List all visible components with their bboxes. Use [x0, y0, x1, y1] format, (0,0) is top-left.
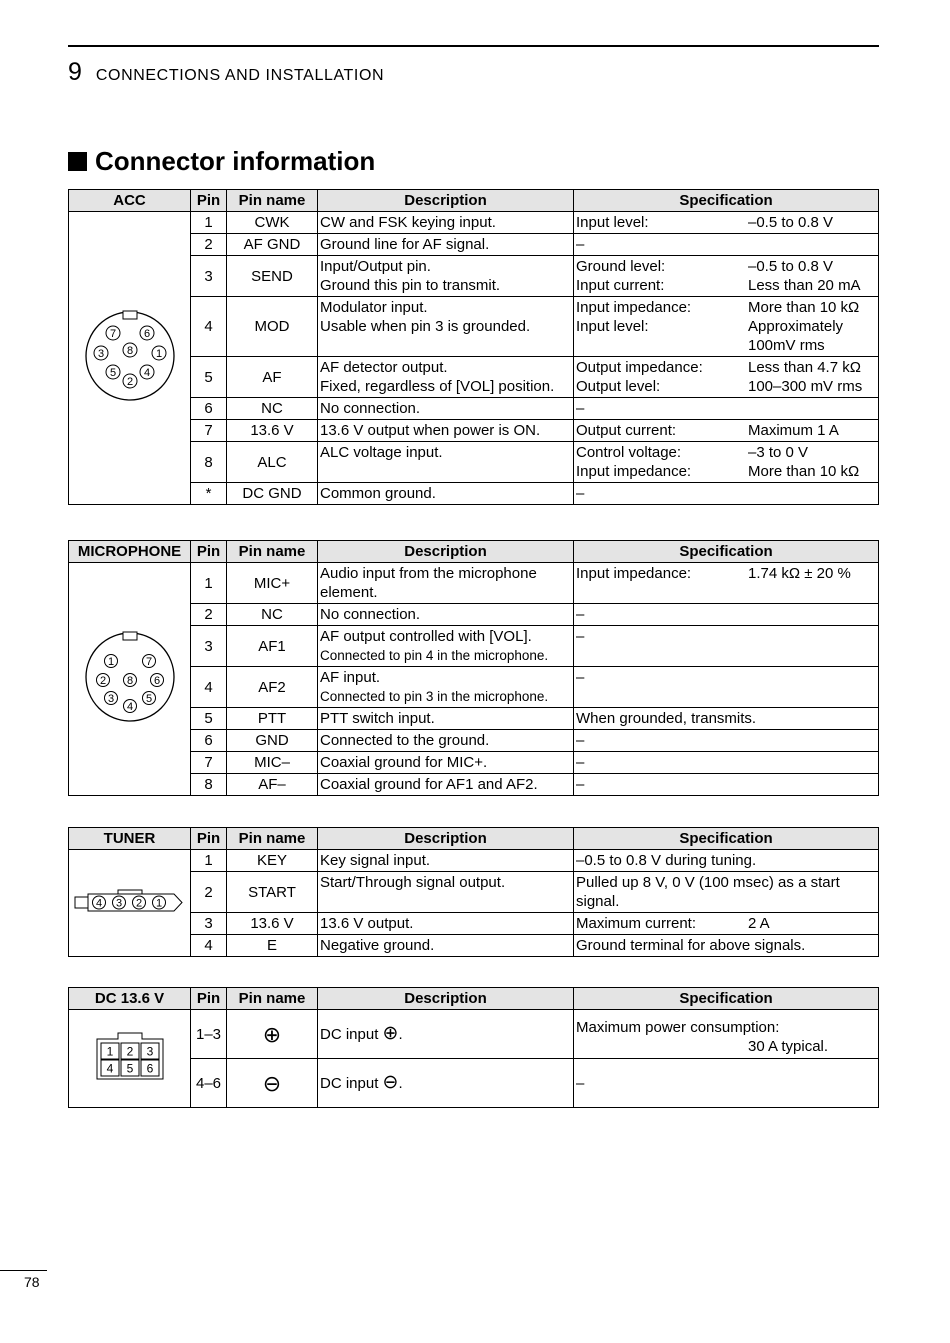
specification-grid: [576, 443, 876, 481]
description-line: No connection.: [320, 606, 421, 623]
pin-marker: [104, 691, 117, 705]
spec-label: Output impedance:: [576, 359, 703, 376]
acc-table: [68, 189, 879, 505]
pin-cell: 8: [191, 774, 227, 796]
pin-marker: [94, 346, 108, 360]
tuner-row: [69, 935, 879, 957]
pin-number-label: 8: [126, 344, 133, 357]
description-line: Audio input from the microphone: [320, 565, 537, 582]
pin-marker: [152, 896, 165, 910]
description-cell: [318, 420, 574, 442]
pin-name-cell: MOD: [227, 297, 318, 357]
pin-marker: [112, 896, 125, 910]
dc-connector-cell: [69, 1010, 191, 1108]
description-cell: [318, 297, 574, 357]
section-title: [68, 146, 375, 177]
spec-text: –: [576, 236, 585, 253]
col-pin-name: Pin name: [227, 988, 318, 1010]
col-pin-name: Pin name: [227, 541, 318, 563]
footer-rule: [0, 1270, 47, 1271]
pin-name-cell: 13.6 V: [227, 913, 318, 935]
page-number: 78: [24, 1274, 40, 1290]
description-line: Key signal input.: [320, 852, 431, 869]
pin-number-label: 3: [146, 1044, 153, 1059]
pin-cell: 3: [191, 913, 227, 935]
spec-line: signal.: [576, 893, 620, 910]
col-specification: Specification: [574, 828, 879, 850]
microphone-label: MICROPHONE: [69, 541, 191, 563]
description-text: DC input: [320, 1075, 383, 1092]
microphone-row: [69, 626, 879, 667]
specification-grid: [576, 298, 876, 355]
description-line: Modulator input.: [320, 299, 428, 316]
description-cell: [318, 872, 574, 913]
acc-row: [69, 483, 879, 505]
pin-cell: 4–6: [191, 1059, 227, 1108]
pin-name-cell: 13.6 V: [227, 420, 318, 442]
tuner-table: [68, 827, 879, 957]
pin-cell: 5: [191, 357, 227, 398]
acc-row: [69, 420, 879, 442]
specification-cell: [574, 850, 879, 872]
description-cell: [318, 730, 574, 752]
pin-name-cell: AF: [227, 357, 318, 398]
specification-cell: [574, 1059, 879, 1108]
spec-text: –0.5 to 0.8 V during tuning.: [576, 852, 757, 869]
dc-label: DC 13.6 V: [69, 988, 191, 1010]
spec-value: 1.74 kΩ ± 20 %: [748, 565, 851, 582]
pin-number-label: 2: [126, 375, 133, 388]
col-pin: Pin: [191, 828, 227, 850]
pin-marker: [152, 346, 166, 360]
description-note: Connected to pin 4 in the microphone.: [320, 648, 549, 663]
microphone-row: [69, 604, 879, 626]
pin-number-label: 4: [106, 1061, 113, 1076]
pin-number-label: 7: [109, 327, 116, 340]
specification-cell: [574, 604, 879, 626]
pin-marker: [96, 673, 109, 687]
pin-cell: 2: [191, 872, 227, 913]
specification-cell: [574, 1010, 879, 1059]
spec-value: More than 10 kΩ: [748, 463, 860, 480]
spec-label: Input level:: [576, 318, 649, 335]
pin-name-cell: CWK: [227, 212, 318, 234]
description-line: PTT switch input.: [320, 710, 435, 727]
acc-label: ACC: [69, 190, 191, 212]
pin-number-label: 3: [115, 897, 122, 909]
description-line: element.: [320, 584, 378, 601]
spec-text: –: [576, 606, 585, 623]
description-text: DC input: [320, 1026, 383, 1043]
acc-connector-cell: [69, 212, 191, 505]
pin-cell: 6: [191, 730, 227, 752]
col-pin: Pin: [191, 190, 227, 212]
acc-row: [69, 357, 879, 398]
pin-cell: 1–3: [191, 1010, 227, 1059]
specification-grid: [576, 213, 876, 232]
header-rule: [68, 45, 879, 47]
col-pin-name: Pin name: [227, 190, 318, 212]
spec-text: –: [576, 628, 585, 645]
description-cell: [318, 212, 574, 234]
specification-cell: [574, 563, 879, 604]
spec-value: Less than 4.7 kΩ: [748, 359, 861, 376]
description-cell: [318, 563, 574, 604]
minus-circle-icon: ⊖: [262, 1070, 282, 1096]
pin-number-label: 8: [126, 674, 133, 687]
chapter-title: CONNECTIONS AND INSTALLATION: [95, 67, 385, 84]
pin-cell: 5: [191, 708, 227, 730]
specification-cell: [574, 398, 879, 420]
mic-header-row: [69, 541, 879, 563]
spec-text: Ground terminal for above signals.: [576, 937, 806, 954]
pin-name-cell: AF GND: [227, 234, 318, 256]
description-cell: [318, 442, 574, 483]
description-cell: [318, 774, 574, 796]
specification-grid: [576, 358, 876, 396]
spec-text: –: [576, 669, 585, 686]
description-line: Coaxial ground for AF1 and AF2.: [320, 776, 538, 793]
specification-grid: [576, 914, 876, 933]
description-end: .: [398, 1075, 403, 1092]
microphone-row: [69, 563, 879, 604]
dc-row: [69, 1059, 879, 1108]
pin-name-cell: DC GND: [227, 483, 318, 505]
pin-name-cell: E: [227, 935, 318, 957]
spec-value: 2 A: [748, 915, 770, 932]
specification-cell: [574, 442, 879, 483]
pin-cell: 7: [191, 420, 227, 442]
description-line: Usable when pin 3 is grounded.: [320, 318, 531, 335]
description-line: Ground this pin to transmit.: [320, 277, 501, 294]
pin-marker: [132, 896, 145, 910]
specification-grid: [576, 564, 876, 583]
microphone-row: [69, 667, 879, 708]
pin-name-cell: SEND: [227, 256, 318, 297]
description-cell: [318, 850, 574, 872]
spec-label: Output current:: [576, 422, 677, 439]
pin-name-cell: START: [227, 872, 318, 913]
pin-cell: 7: [191, 752, 227, 774]
dc-header-row: [69, 988, 879, 1010]
pin-cell: 1: [191, 850, 227, 872]
pin-name-cell: KEY: [227, 850, 318, 872]
description-line: Ground line for AF signal.: [320, 236, 490, 253]
pin-number-label: 6: [153, 674, 160, 687]
pin-cell: 1: [191, 563, 227, 604]
specification-cell: [574, 774, 879, 796]
microphone-row: [69, 730, 879, 752]
pin-name-cell: NC: [227, 398, 318, 420]
description-end: .: [398, 1026, 403, 1043]
spec-label: Input level:: [576, 214, 649, 231]
pin-cell: 3: [191, 256, 227, 297]
description-line: CW and FSK keying input.: [320, 214, 496, 231]
pin-cell: 3: [191, 626, 227, 667]
pin-marker: [140, 365, 154, 379]
description-line: ALC voltage input.: [320, 444, 443, 461]
pin-cell: 6: [191, 398, 227, 420]
description-cell: [318, 626, 574, 667]
description-line: 13.6 V output when power is ON.: [320, 422, 541, 439]
description-cell: [318, 708, 574, 730]
acc-row: [69, 256, 879, 297]
pin-marker: [106, 365, 120, 379]
specification-cell: [574, 913, 879, 935]
section-title-text: Connector information: [95, 146, 376, 176]
square-bullet-icon: [68, 152, 87, 171]
chapter-header: [68, 58, 384, 87]
pin-name-cell: MIC–: [227, 752, 318, 774]
pin-number-label: 6: [143, 327, 150, 340]
description-cell: [318, 1059, 574, 1108]
specification-grid: [576, 421, 876, 440]
description-line: No connection.: [320, 400, 421, 417]
plus-circle-icon: ⊕: [382, 1023, 399, 1044]
spec-line: Maximum power consumption:: [576, 1019, 780, 1036]
col-pin-name: Pin name: [227, 828, 318, 850]
description-cell: [318, 483, 574, 505]
pin-name-cell: AF2: [227, 667, 318, 708]
dc-row: [69, 1010, 879, 1059]
pin-marker: [142, 654, 155, 668]
tuner-row: [69, 872, 879, 913]
spec-value: More than 10 kΩ: [748, 299, 860, 316]
spec-text: –: [576, 732, 585, 749]
spec-text: –: [576, 485, 585, 502]
pin-number-label: 2: [135, 897, 142, 909]
pin-marker: [92, 896, 105, 910]
spec-value: Approximately: [748, 318, 844, 335]
description-line: Input/Output pin.: [320, 258, 431, 275]
pin-cell: 4: [191, 667, 227, 708]
specification-cell: [574, 212, 879, 234]
tuner-row: [69, 850, 879, 872]
description-cell: [318, 398, 574, 420]
pin-number-label: 6: [146, 1061, 153, 1076]
specification-cell: [574, 483, 879, 505]
pin-marker: [123, 343, 137, 357]
tuner-connector-cell: [69, 850, 191, 957]
col-description: Description: [318, 190, 574, 212]
tuner-row: [69, 913, 879, 935]
pin-number-label: 4: [95, 897, 102, 909]
acc-row: [69, 212, 879, 234]
pin-cell: 2: [191, 234, 227, 256]
description-cell: [318, 357, 574, 398]
pin-number-label: 3: [107, 692, 114, 705]
spec-value: 100–300 mV rms: [748, 378, 863, 395]
spec-label: Control voltage:: [576, 444, 682, 461]
spec-text: –: [576, 1074, 585, 1092]
pin-marker: [104, 654, 117, 668]
specification-cell: [574, 667, 879, 708]
spec-label: Output level:: [576, 378, 661, 395]
chapter-number: 9: [68, 58, 82, 86]
pin-cell: 4: [191, 935, 227, 957]
specification-cell: [574, 730, 879, 752]
spec-value: –0.5 to 0.8 V: [748, 258, 834, 275]
acc-header-row: [69, 190, 879, 212]
pin-name-cell: MIC+: [227, 563, 318, 604]
microphone-connector-diagram: [80, 627, 180, 727]
description-cell: [318, 234, 574, 256]
acc-row: [69, 297, 879, 357]
tuner-connector-diagram: [74, 886, 186, 916]
spec-text: –: [576, 776, 585, 793]
spec-text: –: [576, 400, 585, 417]
col-specification: Specification: [574, 190, 879, 212]
pin-number-label: 3: [97, 347, 104, 360]
col-specification: Specification: [574, 988, 879, 1010]
acc-row: [69, 442, 879, 483]
pin-marker: [150, 673, 163, 687]
spec-label: Input impedance:: [576, 565, 692, 582]
description-cell: [318, 604, 574, 626]
pin-cell: 8: [191, 442, 227, 483]
specification-cell: [574, 626, 879, 667]
pin-name-cell: [227, 1059, 318, 1108]
pin-name-cell: AF1: [227, 626, 318, 667]
spec-value: –0.5 to 0.8 V: [748, 214, 834, 231]
specification-cell: [574, 357, 879, 398]
specification-cell: [574, 297, 879, 357]
tuner-label: TUNER: [69, 828, 191, 850]
pin-number-label: 4: [143, 366, 150, 379]
pin-number-label: 7: [145, 655, 152, 668]
plus-circle-icon: ⊕: [262, 1021, 282, 1047]
description-cell: [318, 667, 574, 708]
microphone-row: [69, 752, 879, 774]
spec-line: Pulled up 8 V, 0 V (100 msec) as a start: [576, 874, 840, 891]
specification-cell: [574, 935, 879, 957]
microphone-connector-cell: [69, 563, 191, 796]
col-description: Description: [318, 988, 574, 1010]
description-cell: [318, 913, 574, 935]
microphone-row: [69, 774, 879, 796]
spec-label: Maximum current:: [576, 915, 697, 932]
microphone-row: [69, 708, 879, 730]
pin-name-cell: ALC: [227, 442, 318, 483]
spec-value: –3 to 0 V: [748, 444, 809, 461]
minus-circle-icon: ⊖: [382, 1072, 399, 1093]
col-pin: Pin: [191, 988, 227, 1010]
tuner-header-row: [69, 828, 879, 850]
pin-name-cell: [227, 1010, 318, 1059]
spec-text: When grounded, transmits.: [576, 710, 757, 727]
spec-label: Ground level:: [576, 258, 666, 275]
pin-number-label: 5: [145, 692, 152, 705]
description-line: AF output controlled with [VOL].: [320, 628, 532, 645]
acc-connector-diagram: [80, 306, 180, 406]
description-line: Start/Through signal output.: [320, 874, 506, 891]
description-line: Connected to the ground.: [320, 732, 490, 749]
pin-number-label: 5: [126, 1061, 133, 1076]
microphone-table: [68, 540, 879, 796]
pin-name-cell: AF–: [227, 774, 318, 796]
description-note: Connected to pin 3 in the microphone.: [320, 689, 549, 704]
description-cell: [318, 256, 574, 297]
spec-value: Maximum 1 A: [748, 422, 839, 439]
specification-cell: [574, 420, 879, 442]
pin-number-label: 2: [99, 674, 106, 687]
pin-marker: [142, 691, 155, 705]
pin-number-label: 5: [109, 366, 116, 379]
spec-text: –: [576, 754, 585, 771]
description-line: 13.6 V output.: [320, 915, 414, 932]
pin-marker: [123, 699, 136, 713]
description-line: AF detector output.: [320, 359, 448, 376]
description-line: AF input.: [320, 669, 381, 686]
specification-cell: [574, 708, 879, 730]
pin-marker: [140, 326, 154, 340]
description-line: Common ground.: [320, 485, 436, 502]
col-specification: Specification: [574, 541, 879, 563]
pin-name-cell: NC: [227, 604, 318, 626]
pin-number-label: 1: [107, 655, 114, 668]
description-line: Negative ground.: [320, 937, 435, 954]
acc-row: [69, 398, 879, 420]
pin-cell: 2: [191, 604, 227, 626]
pin-number-label: 2: [126, 1044, 133, 1059]
spec-label: Input current:: [576, 277, 665, 294]
specification-cell: [574, 234, 879, 256]
col-description: Description: [318, 828, 574, 850]
description-line: Coaxial ground for MIC+.: [320, 754, 488, 771]
pin-cell: *: [191, 483, 227, 505]
spec-value: Less than 20 mA: [748, 277, 861, 294]
description-cell: [318, 752, 574, 774]
spec-line: 30 A typical.: [748, 1038, 829, 1055]
pin-cell: 4: [191, 297, 227, 357]
dc-connector-diagram: [96, 1031, 164, 1081]
description-cell: [318, 1010, 574, 1059]
pin-name-cell: GND: [227, 730, 318, 752]
pin-cell: 1: [191, 212, 227, 234]
spec-label: [576, 336, 748, 355]
specification-cell: [574, 872, 879, 913]
spec-label: Input impedance:: [576, 299, 692, 316]
pin-number-label: 1: [155, 897, 162, 909]
description-line: Fixed, regardless of [VOL] position.: [320, 378, 555, 395]
pin-number-label: 1: [155, 347, 162, 360]
acc-row: [69, 234, 879, 256]
col-pin: Pin: [191, 541, 227, 563]
pin-number-label: 1: [106, 1044, 113, 1059]
spec-value: 100mV rms: [748, 337, 825, 354]
pin-marker: [123, 673, 136, 687]
specification-cell: [574, 752, 879, 774]
pin-marker: [123, 374, 137, 388]
pin-name-cell: PTT: [227, 708, 318, 730]
col-description: Description: [318, 541, 574, 563]
pin-number-label: 4: [126, 700, 133, 713]
specification-grid: [576, 257, 876, 295]
pin-marker: [106, 326, 120, 340]
spec-label: Input impedance:: [576, 463, 692, 480]
specification-cell: [574, 256, 879, 297]
description-cell: [318, 935, 574, 957]
dc-table: [68, 987, 879, 1108]
